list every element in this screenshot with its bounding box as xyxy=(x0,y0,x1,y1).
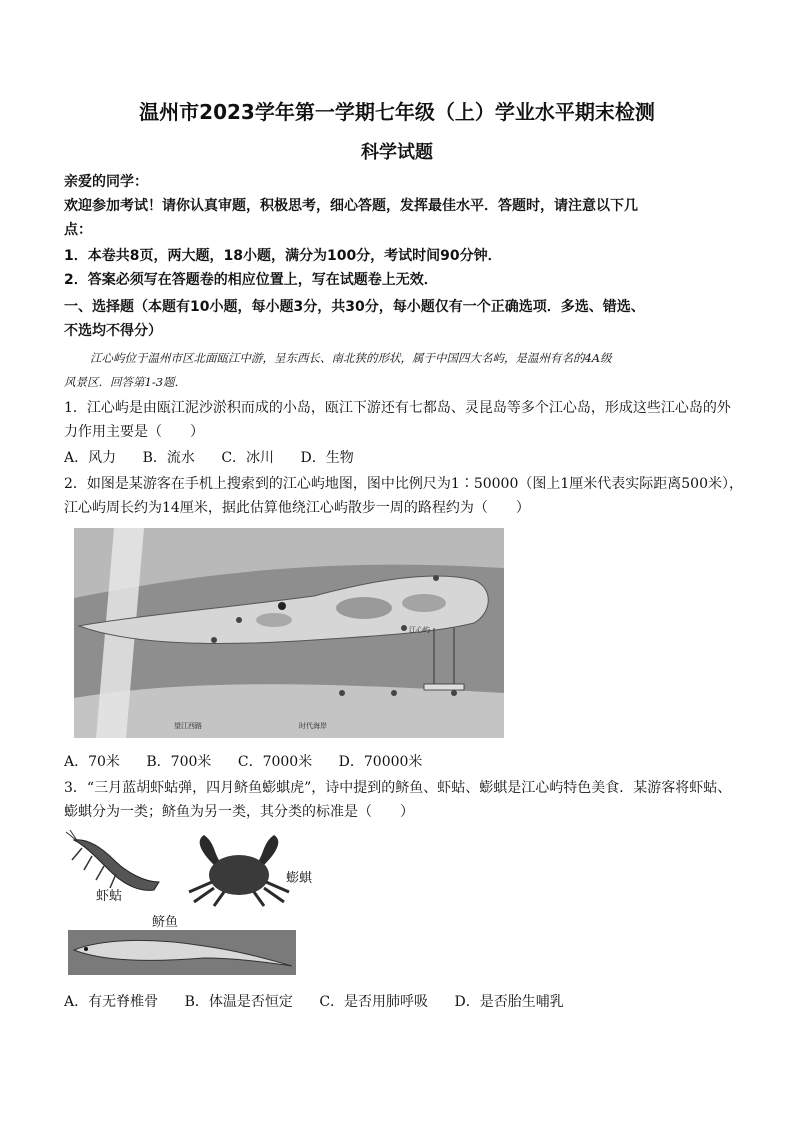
greeting: 亲爱的同学： xyxy=(64,174,148,190)
section-heading-2: 不选均不得分） xyxy=(64,323,162,339)
map-label-island: 江心屿 xyxy=(409,626,430,634)
q1-option-b[interactable]: B．流水 xyxy=(142,450,195,466)
q3-option-b[interactable]: B．体温是否恒定 xyxy=(184,994,293,1010)
q3-option-a[interactable]: A．有无脊椎骨 xyxy=(64,994,159,1010)
q3-option-d[interactable]: D．是否胎生哺乳 xyxy=(454,994,564,1010)
island-map-graphic xyxy=(74,528,504,738)
q2-option-d[interactable]: D．70000米 xyxy=(338,754,423,770)
section-heading-1: 一、选择题（本题有10小题，每小题3分，共30分，每小题仅有一个正确选项．多选、错选、 xyxy=(64,299,645,315)
q1-stem-2: 力作用主要是（ ） xyxy=(64,424,204,440)
q3-stem-1: 3．“三月蓝胡虾蛄弹，四月鲚鱼蟛蜞虎”，诗中提到的鲚鱼、虾蛄、蟛蜞是江心屿特色美食．某游客将虾蛄、 xyxy=(64,780,732,796)
animals-figure xyxy=(64,830,364,980)
passage-line-1: 江心屿位于温州市区北面瓯江中游，呈东西长、南北狭的形状，属于中国四大名屿，是温州有名的4A级 xyxy=(90,351,612,365)
fish-label: 鲚鱼 xyxy=(152,915,179,930)
shrimp-label: 虾蛄 xyxy=(96,889,123,904)
q3-options xyxy=(64,990,744,1014)
page-title: 温州市2023学年第一学期七年级（上）学业水平期末检测 xyxy=(139,100,655,124)
crab-image xyxy=(189,835,289,906)
intro-line-2: 点： xyxy=(64,222,92,238)
q2-options xyxy=(64,750,744,774)
map-label-street: 望江西路 xyxy=(174,722,202,730)
passage-line-2: 风景区．回答第1-3题． xyxy=(64,375,187,389)
crab-label: 蟛蜞 xyxy=(286,871,313,886)
q1-options xyxy=(64,446,744,470)
page-subtitle: 科学试题 xyxy=(361,142,433,163)
q1-option-c[interactable]: C．冰川 xyxy=(221,450,275,466)
q2-option-b[interactable]: B．700米 xyxy=(146,754,212,770)
q1-stem-1: 1．江心屿是由瓯江泥沙淤积而成的小岛，瓯江下游还有七都岛、灵昆岛等多个江心岛，形成这些江心岛的外 xyxy=(64,400,731,416)
shrimp-image xyxy=(66,830,159,890)
rule-2: 2．答案必须写在答题卷的相应位置上，写在试题卷上无效． xyxy=(64,272,438,288)
q3-stem-2: 蟛蜞分为一类；鲚鱼为另一类，其分类的标准是（ ） xyxy=(64,804,414,820)
island-map xyxy=(74,528,504,738)
q2-stem-2: 江心屿周长约为14厘米，据此估算他绕江心屿散步一周的路程约为（ ） xyxy=(64,500,530,516)
map-label-area: 时代海岸 xyxy=(299,722,327,730)
intro-line-1: 欢迎参加考试！请你认真审题，积极思考，细心答题，发挥最佳水平．答题时，请注意以下几 xyxy=(64,198,638,214)
q1-option-a[interactable]: A．风力 xyxy=(64,450,117,466)
q2-option-a[interactable]: A．70米 xyxy=(64,754,120,770)
animals-graphic xyxy=(64,830,364,980)
q2-stem-1: 2．如图是某游客在手机上搜索到的江心屿地图，图中比例尺为1∶50000（图上1厘米代表实际距离500米）， xyxy=(64,476,743,492)
rule-1: 1．本卷共8页，两大题，18小题，满分为100分，考试时间90分钟． xyxy=(64,248,502,264)
q1-option-d[interactable]: D．生物 xyxy=(300,450,354,466)
q2-option-c[interactable]: C．7000米 xyxy=(237,754,313,770)
q3-option-c[interactable]: C．是否用肺呼吸 xyxy=(319,994,429,1010)
